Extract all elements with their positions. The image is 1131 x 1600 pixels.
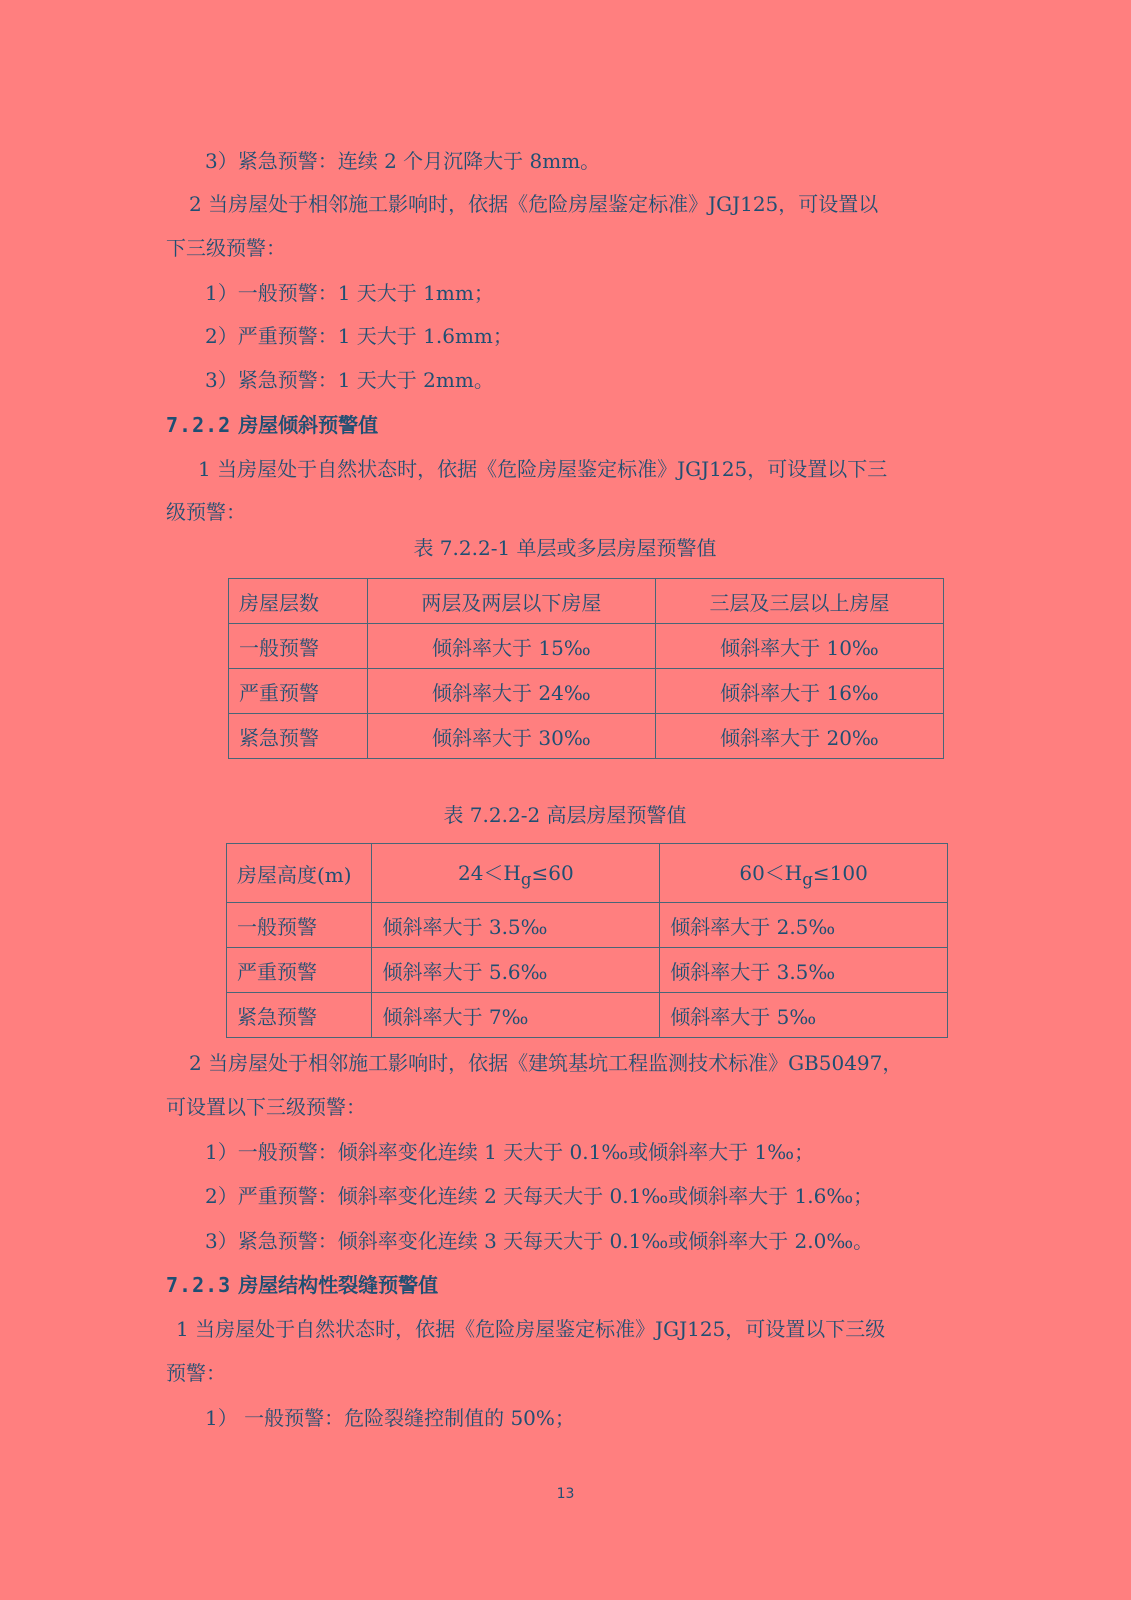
list-item: 3）紧急预警：1 天大于 2mm。 (205, 368, 494, 392)
table-row (227, 903, 948, 948)
paragraph-line: 可设置以下三级预警： (166, 1095, 366, 1119)
height-range-upper: ≤100 (812, 861, 868, 885)
table-header-row (229, 579, 944, 624)
table-cell: 倾斜率大于 20‰ (655, 714, 943, 759)
section-number: 7.2.2 (166, 413, 232, 437)
table-cell: 倾斜率大于 2.5‰ (660, 903, 948, 948)
table-header-cell: 房屋层数 (229, 579, 368, 624)
table-cell: 倾斜率大于 5‰ (660, 993, 948, 1038)
table-header-cell: 三层及三层以上房屋 (655, 579, 943, 624)
table-header-cell (372, 844, 660, 903)
table-cell: 一般预警 (229, 624, 368, 669)
table-caption: 表 7.2.2-1 单层或多层房屋预警值 (413, 536, 717, 560)
section-number: 7.2.3 (166, 1273, 232, 1297)
table-header-cell: 房屋高度(m) (227, 844, 372, 903)
list-item: 2）严重预警：倾斜率变化连续 2 天每天大于 0.1‰或倾斜率大于 1.6‰； (205, 1184, 874, 1208)
height-range-upper: ≤60 (531, 861, 574, 885)
table-caption: 表 7.2.2-2 高层房屋预警值 (443, 803, 687, 827)
list-item: 3）紧急预警：连续 2 个月沉降大于 8mm。 (205, 149, 601, 173)
table-cell: 倾斜率大于 16‰ (655, 669, 943, 714)
table-header-cell (660, 844, 948, 903)
subscript-g: g (802, 870, 813, 889)
table-row (229, 624, 944, 669)
list-item: 1）一般预警：倾斜率变化连续 1 天大于 0.1‰或倾斜率大于 1‰； (205, 1140, 815, 1164)
paragraph-line: 级预警： (166, 500, 246, 524)
table-cell: 倾斜率大于 3.5‰ (372, 903, 660, 948)
table-row (229, 714, 944, 759)
table-header-cell: 两层及两层以下房屋 (367, 579, 655, 624)
paragraph-line: 1 当房屋处于自然状态时，依据《危险房屋鉴定标准》JGJ125，可设置以下三级 (176, 1317, 886, 1341)
table-cell: 紧急预警 (229, 714, 368, 759)
section-title: 房屋结构性裂缝预警值 (238, 1273, 439, 1297)
table-cell: 倾斜率大于 7‰ (372, 993, 660, 1038)
table-cell: 倾斜率大于 30‰ (367, 714, 655, 759)
page-number: 13 (556, 1486, 575, 1502)
table-cell: 倾斜率大于 15‰ (367, 624, 655, 669)
table-cell: 倾斜率大于 3.5‰ (660, 948, 948, 993)
height-range-lower: 24＜H (457, 861, 521, 885)
paragraph-line: 2 当房屋处于相邻施工影响时，依据《危险房屋鉴定标准》JGJ125，可设置以 (189, 192, 879, 216)
paragraph-line: 2 当房屋处于相邻施工影响时，依据《建筑基坑工程监测技术标准》GB50497， (189, 1051, 903, 1075)
subscript-g: g (520, 870, 532, 889)
table-cell: 紧急预警 (227, 993, 372, 1038)
table-row (227, 993, 948, 1038)
table-cell: 一般预警 (227, 903, 372, 948)
table-cell: 倾斜率大于 5.6‰ (372, 948, 660, 993)
table-cell: 严重预警 (227, 948, 372, 993)
table-cell: 倾斜率大于 24‰ (367, 669, 655, 714)
height-range-lower: 60＜H (739, 861, 803, 885)
list-item: 3）紧急预警：倾斜率变化连续 3 天每天大于 0.1‰或倾斜率大于 2.0‰。 (205, 1229, 874, 1253)
table-row (227, 948, 948, 993)
list-item: 1）一般预警：1 天大于 1mm； (205, 281, 494, 305)
paragraph-line: 下三级预警： (166, 236, 286, 260)
table-row (229, 669, 944, 714)
section-heading-722 (166, 411, 378, 439)
list-item: 1） 一般预警：危险裂缝控制值的 50%； (205, 1406, 575, 1430)
list-item: 2）严重预警：1 天大于 1.6mm； (205, 324, 513, 348)
paragraph-line: 预警： (166, 1361, 226, 1385)
table-cell: 严重预警 (229, 669, 368, 714)
table-cell: 倾斜率大于 10‰ (655, 624, 943, 669)
table-header-row (227, 844, 948, 903)
section-heading-723 (166, 1271, 438, 1299)
table-warning-low-rise (228, 578, 944, 759)
table-warning-high-rise (226, 843, 948, 1038)
section-title: 房屋倾斜预警值 (238, 413, 379, 437)
paragraph-line: 1 当房屋处于自然状态时，依据《危险房屋鉴定标准》JGJ125，可设置以下三 (198, 457, 888, 481)
